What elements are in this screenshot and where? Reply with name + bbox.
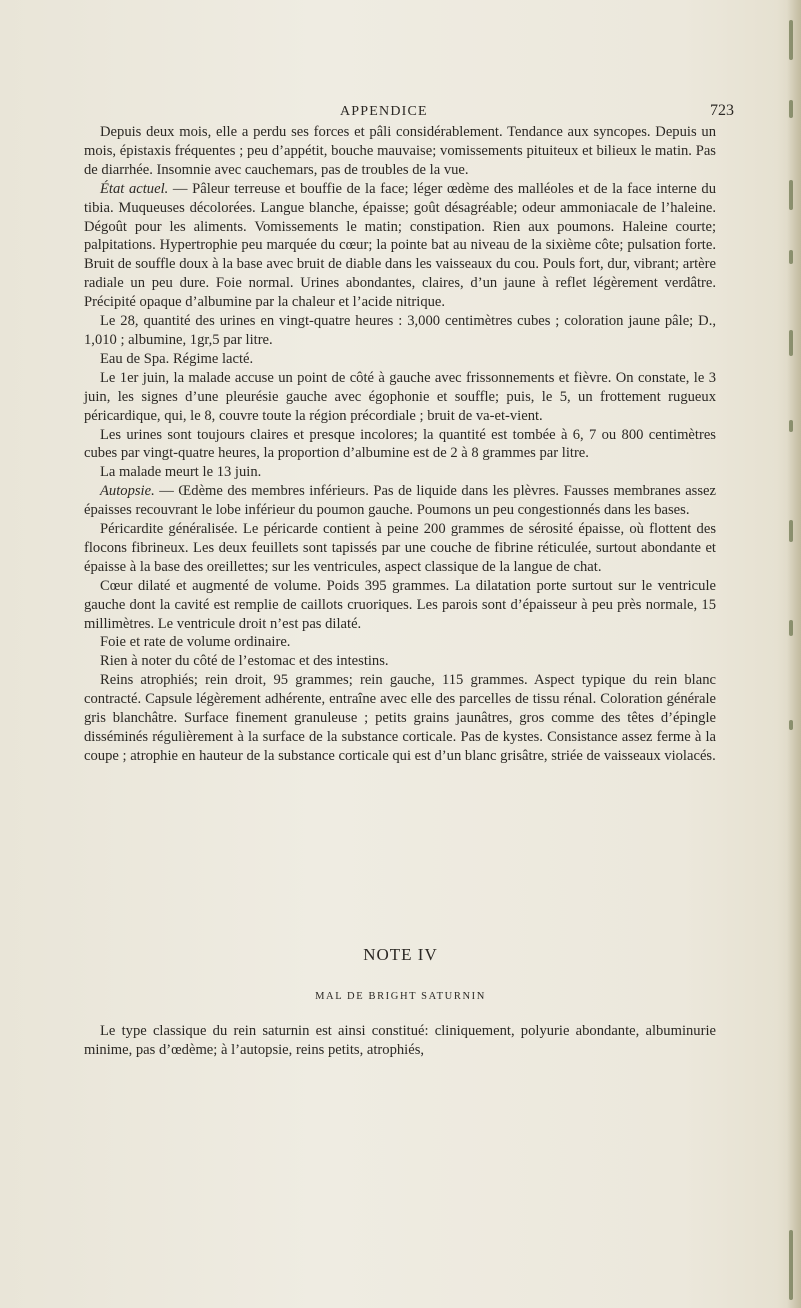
paragraph: Foie et rate de volume ordinaire. xyxy=(100,634,291,651)
running-title: APPENDICE xyxy=(340,104,428,119)
paragraph: Eau de Spa. Régime lacté. xyxy=(100,350,254,367)
note-heading: NOTE IV xyxy=(363,945,438,964)
paragraph: Cœur dilaté et augmenté de volume. Poids 395 grammes. La dilatation porte surtout sur le ventricule gauche dont la cavité est remplie de caillots cruoriques. Les parois sont d’épaisseur à peu près normale, 15 millimètres. Le ventricule droit n’est pas dilaté. xyxy=(84,577,716,632)
paragraph: La malade meurt le 13 juin. xyxy=(100,464,262,481)
paragraph-etat-actuel xyxy=(84,180,716,312)
paragraph-lead: État actuel. xyxy=(100,180,169,197)
paragraph: Le 1er juin, la malade accuse un point de côté à gauche avec frissonnements et fièvre. On constate, le 3 juin, les signes d’une pleurésie gauche avec égophonie et souffle; puis, le 5, un frottement rugueux péricardique, qui, le 8, couvre toute la région précordiale ; bruit de va-et-vient. xyxy=(84,369,716,424)
binding-edge-marks xyxy=(785,0,793,1308)
paragraph-lead: Autopsie. xyxy=(100,483,155,500)
running-head xyxy=(0,104,801,124)
page-number: 723 xyxy=(710,102,734,119)
paragraph-autopsie xyxy=(84,482,716,520)
note-body xyxy=(84,1022,716,1060)
paragraph: Depuis deux mois, elle a perdu ses forces et pâli considérablement. Tendance aux syncopes. Depuis un mois, épistaxis fréquentes ; peu d’appétit, bouche mauvaise; vomissements pituiteux et bilieux le matin. Pas de diarrhée. Insomnie avec cauchemars, pas de troubles de la vue. xyxy=(84,124,716,178)
paragraph: Les urines sont toujours claires et presque incolores; la quantité est tombée à 6, 7 ou 800 centimètres cubes par vingt-quatre heures, la proportion d’albumine est de 2 à 8 grammes par litre. xyxy=(84,426,716,462)
paragraph: Reins atrophiés; rein droit, 95 grammes; rein gauche, 115 grammes. Aspect typique du rein blanc contracté. Capsule légèrement adhérente, entraîne avec elle des parcelles de tissu rénal. Coloration générale gris blanchâtre. Surface finement granuleuse ; petits grains jaunâtres, gros comme des têtes d’épingle disséminés régulièrement à la surface de la substance corticale. Pas de kystes. Consistance assez ferme à la coupe ; atrophie en hauteur de la substance corticale qui est d’un blanc grisâtre, striée de vaisseaux violacés. xyxy=(84,672,716,764)
paragraph-text: — Œdème des membres inférieurs. Pas de liquide dans les plèvres. Fausses membranes assez épaisses recouvrant le lobe inférieur du poumon gauche. Poumons un peu congestionnés dans les bases. xyxy=(84,483,716,519)
body-text xyxy=(84,123,716,766)
paragraph: Péricardite généralisée. Le péricarde contient à peine 200 grammes de sérosité épaisse, où flottent des flocons fibrineux. Les deux feuillets sont tapissés par une couche de fibrine réticulée, surtout abondante et épaisse à la base des oreillettes; sur les ventricules, aspect classique de la langue de chat. xyxy=(84,521,716,575)
paragraph: Rien à noter du côté de l’estomac et des intestins. xyxy=(100,653,389,670)
paragraph: Le type classique du rein saturnin est ainsi constitué: cliniquement, polyurie abondante, albuminurie minime, pas d’œdème; à l’autopsie, reins petits, atrophiés, xyxy=(84,1023,716,1058)
paragraph-text: — Pâleur terreuse et bouffie de la face; léger œdème des malléoles et de la face interne du tibia. Muqueuses décolorées. Langue blanche, épaisse; goût désagréable; odeur ammoniacale de l’haleine. Dégoût pour les aliments. Vomissements le matin; constipation. Rien aux poumons. Haleine courte; palpitations. Hypertrophie peu marquée du cœur; la pointe bat au niveau de la sixième côte; pulsation forte. Bruit de souffle doux à la base avec bruit de diable dans les vaisseaux du cou. Pouls fort, dur, vibrant; artère radiale un peu dure. Foie normal. Urines abondantes, claires, d’un jaune à reflet légèrement verdâtre. Précipité opaque d’albumine par la chaleur et l’acide nitrique. xyxy=(84,180,716,311)
paragraph: Le 28, quantité des urines en vingt-quatre heures : 3,000 centimètres cubes ; coloration jaune pâle; D., 1,010 ; albumine, 1gr,5 par litre. xyxy=(84,313,716,348)
note-subtitle: MAL DE BRIGHT SATURNIN xyxy=(315,991,486,1002)
